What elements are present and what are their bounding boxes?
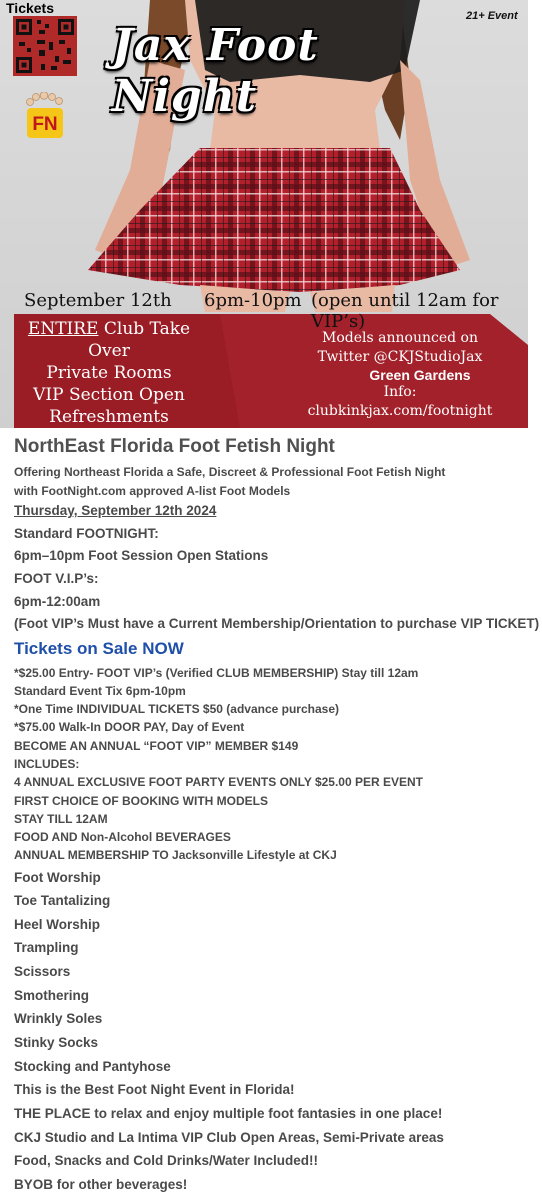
- ticket-line: Standard Event Tix 6pm-10pm: [14, 684, 186, 698]
- intro-line-1: Offering Northeast Florida a Safe, Discreet & Professional Foot Fetish Night: [14, 465, 446, 479]
- standard-time: 6pm–10pm Foot Session Open Stations: [14, 548, 269, 563]
- standard-title: Standard FOOTNIGHT:: [14, 526, 159, 541]
- vip-note: (Foot VIP’s Must have a Current Membership/Orientation to purchase VIP TICKET): [14, 616, 540, 631]
- models-line-2[interactable]: Twitter @CKJStudioJax: [317, 349, 483, 365]
- flyer-vip-time: (open until 12am for VIP’s): [311, 290, 499, 332]
- ticket-line: *$75.00 Walk-In DOOR PAY, Day of Event: [14, 720, 245, 734]
- ticket-line: BECOME AN ANNUAL “FOOT VIP” MEMBER $149: [14, 739, 299, 753]
- models-line-1: Models announced on: [322, 330, 478, 346]
- info-label: Info:: [383, 384, 417, 400]
- activity-item: Heel Worship: [14, 917, 101, 932]
- page-heading: NorthEast Florida Foot Fetish Night: [14, 436, 335, 457]
- feature-list: [14, 318, 204, 428]
- qr-code-icon[interactable]: [13, 16, 77, 76]
- tickets-heading: Tickets on Sale NOW: [14, 639, 184, 658]
- activity-item: Scissors: [14, 964, 71, 979]
- feature-item-emph: ENTIRE: [27, 319, 99, 339]
- activity-item: Foot Worship: [14, 870, 101, 885]
- activity-item: This is the Best Foot Night Event in Florida!: [14, 1082, 295, 1097]
- venue-name: Green Gardens: [369, 367, 471, 383]
- activity-item: Toe Tantalizing: [14, 893, 111, 908]
- activity-item: BYOB for other beverages!: [14, 1177, 188, 1192]
- activity-item: Food, Snacks and Cold Drinks/Water Included!!: [14, 1153, 319, 1168]
- event-flyer: [0, 0, 528, 428]
- activity-item: CKJ Studio and La Intima VIP Club Open Areas, Semi-Private areas: [14, 1130, 444, 1145]
- vip-title: FOOT V.I.P’s:: [14, 571, 99, 586]
- flyer-title: Jax Foot Night: [112, 20, 319, 122]
- ticket-line: STAY TILL 12AM: [14, 812, 108, 826]
- info-block: [300, 329, 500, 421]
- ticket-line: FOOD AND Non-Alcohol BEVERAGES: [14, 830, 231, 844]
- ticket-line: FIRST CHOICE OF BOOKING WITH MODELS: [14, 794, 268, 808]
- activity-item: Stocking and Pantyhose: [14, 1059, 171, 1074]
- feature-item: [14, 318, 204, 362]
- fn-logo-icon: [24, 92, 66, 144]
- feature-item: VIP Section Open: [33, 385, 185, 405]
- age-label: 21+ Event: [466, 10, 518, 22]
- activity-item: THE PLACE to relax and enjoy multiple foot fantasies in one place!: [14, 1106, 443, 1121]
- activity-item: Trampling: [14, 940, 79, 955]
- activity-item: Smothering: [14, 988, 90, 1003]
- activity-item: Stinky Socks: [14, 1035, 99, 1050]
- fn-logo-text: FN: [32, 114, 58, 135]
- tickets-label: Tickets: [6, 0, 54, 16]
- feature-item: Refreshments: [49, 407, 169, 427]
- feature-item: Private Rooms: [46, 363, 172, 383]
- ticket-line: 4 ANNUAL EXCLUSIVE FOOT PARTY EVENTS ONLY $25.00 PER EVENT: [14, 775, 423, 789]
- ticket-line: *$25.00 Entry- FOOT VIP’s (Verified CLUB MEMBERSHIP) Stay till 12am: [14, 666, 419, 680]
- flyer-time: 6pm-10pm: [204, 290, 302, 311]
- info-url[interactable]: clubkinkjax.com/footnight: [307, 403, 493, 419]
- vip-time: 6pm-12:00am: [14, 594, 101, 609]
- event-date: Thursday, September 12th 2024: [14, 503, 217, 518]
- ticket-line: ANNUAL MEMBERSHIP TO Jacksonville Lifestyle at CKJ: [14, 848, 337, 862]
- activity-item: Wrinkly Soles: [14, 1011, 103, 1026]
- flyer-date: September 12th: [24, 290, 172, 311]
- ticket-line: *One Time INDIVIDUAL TICKETS $50 (advance purchase): [14, 702, 339, 716]
- ticket-line: INCLUDES:: [14, 757, 80, 771]
- intro-line-2: with FootNight.com approved A-list Foot Models: [14, 484, 291, 498]
- feature-item-rest: Club Take Over: [88, 319, 191, 361]
